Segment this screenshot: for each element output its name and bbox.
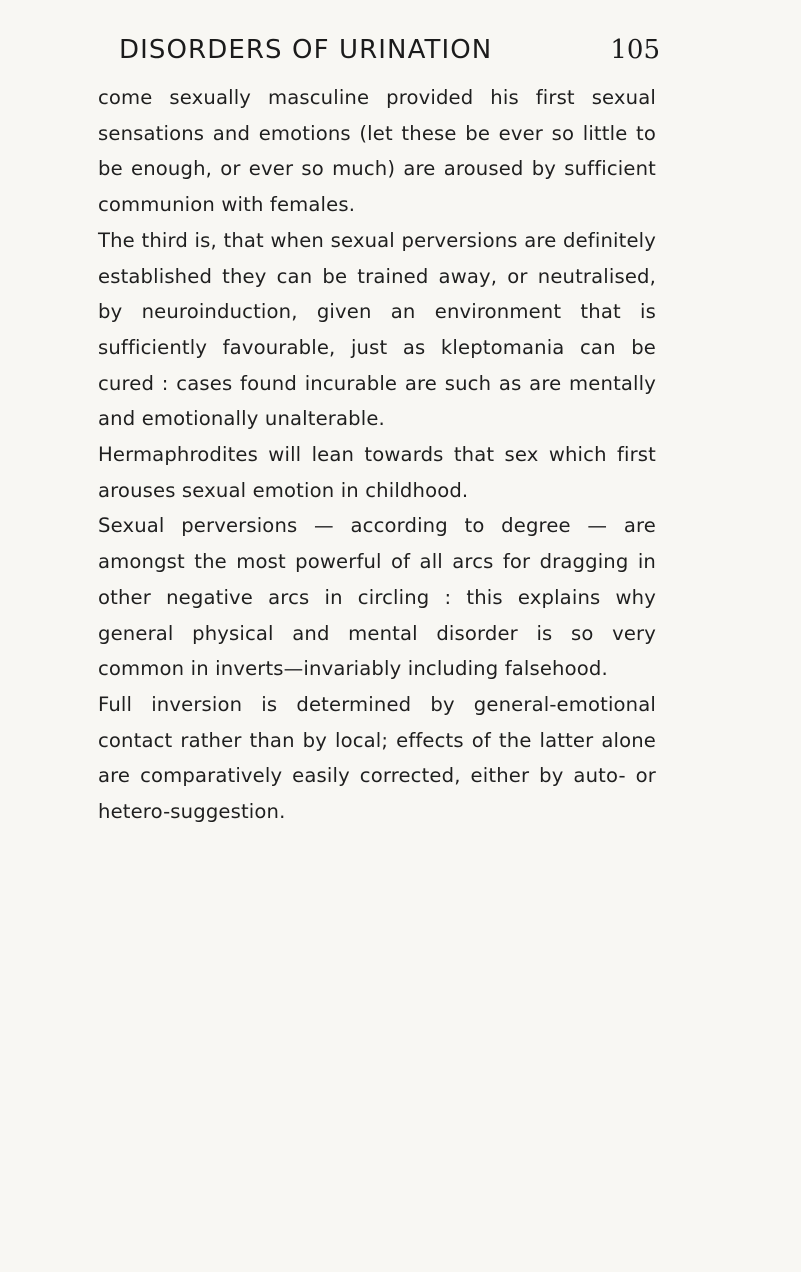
paragraph-full-inversion: Full inversion is determined by general-emotional contact rather than by local; effects of the latter alone are comparatively easily corrected, either by auto- or hetero-suggestion. [98,692,656,824]
paragraph-sexual-perversions: Sexual perversions — according to degree — are amongst the most powerful of all arcs for dragging in other negative arcs in circling : this explains why general physical and mental disorder is so very common in inverts—invariably including falsehood. [98,514,656,681]
running-head [98,33,660,73]
body-text [98,80,656,830]
page-header-title: DISORDERS OF URINATION [119,35,493,65]
paragraph-hermaphrodites: Hermaphrodites will lean towards that sex which first arouses sexual emotion in childhood. [98,443,656,502]
paragraph-third-point: The third is, that when sexual perversions are definitely established they can be trained away, or neutralised, by neuroinduction, given an environment that is sufficiently favourable, just as kleptomania can be cured : cases found incurable are such as are mentally and emotionally unalterable. [98,228,656,431]
page-number: 105 [610,35,660,65]
paragraph-continuation: come sexually masculine provided his first sexual sensations and emotions (let these be ever so little to be enough, or ever so much) are aroused by sufficient communion with females. [98,86,656,217]
